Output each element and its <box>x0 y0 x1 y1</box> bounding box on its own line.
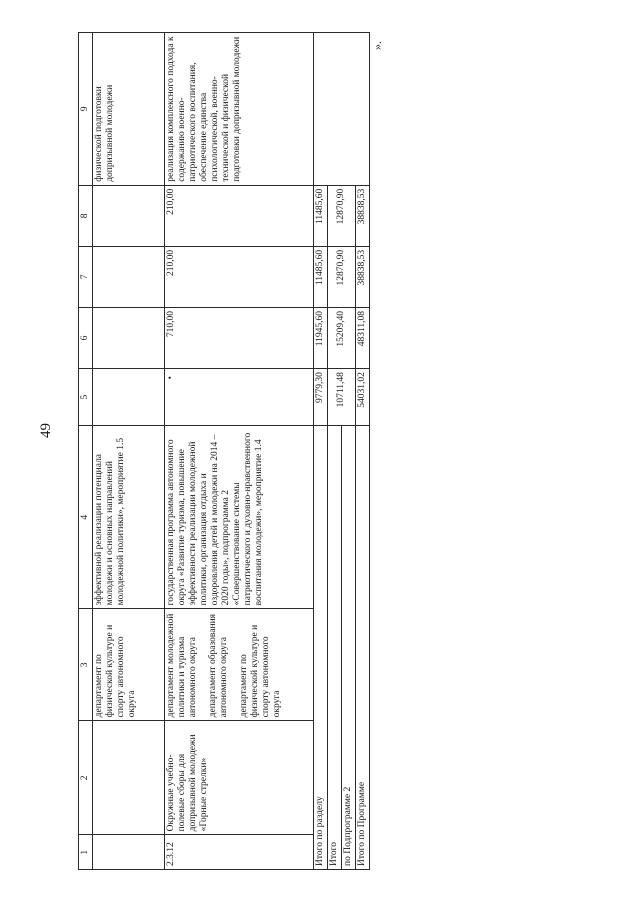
value-cell-col8: 210,00 <box>165 185 314 246</box>
column-number: 9 <box>79 33 93 186</box>
total-value: 11945,60 <box>314 307 328 368</box>
total-label: Итого по Программе <box>356 426 370 870</box>
total-value: 15209,40 <box>328 307 356 368</box>
goal-cell: реализация комплексного подхода к содержанию военно-патриотического воспитания, обеспечение единства психологической, военно-технической и физической подготовки допризывной молодежи <box>165 33 314 186</box>
total-value: 54031,02 <box>356 369 370 426</box>
empty-cell <box>314 33 370 186</box>
total-value: 38838,53 <box>356 246 370 307</box>
column-number: 2 <box>79 721 93 835</box>
closing-quote-mark: ». <box>370 41 384 50</box>
total-value: 11485,60 <box>314 185 328 246</box>
budget-table <box>78 32 370 870</box>
empty-cell <box>93 369 165 426</box>
executor-2: департамент образования автономного округа <box>208 613 230 718</box>
executor-3: департамент по физической культуре и спорту автономного округа <box>239 624 283 718</box>
value-cell-col7: 210,00 <box>165 246 314 307</box>
value-cell-col5 <box>165 369 314 426</box>
total-value: 12870,90 <box>328 185 356 246</box>
total-row-section <box>314 33 328 870</box>
event-name-cell: Окружные учебно-полевые сборы для допризывной молодежи «Горные стрелки» <box>165 721 314 835</box>
table-row-continued <box>93 33 165 870</box>
column-number-row <box>79 33 93 870</box>
program-cell: эффективной реализации потенциала молодежи и основных направлений молодежной политики», мероприятие 1.5 <box>93 426 165 609</box>
value-cell-col6: 710,00 <box>165 307 314 368</box>
page-number: 49 <box>38 423 54 438</box>
column-number: 1 <box>79 835 93 870</box>
empty-cell <box>93 835 165 870</box>
program-cell: государственная программа автономного округа «Развитие туризма, повышение эффективности реализации молодежной политики, организация отдыха и оздоровления детей и молодежи на 2014 – 2020 годы», подпрограмма 2 «Совершенствование системы патриотического и духовно-нравственного воспитания молодежи», мероприятие 1.4 <box>165 426 314 609</box>
table-row-2-3-12 <box>165 33 314 870</box>
total-label: по Подпрограмме 2 <box>342 426 356 870</box>
row-number: 2.3.12 <box>165 835 314 870</box>
executor-cell: департамент по физической культуре и спорту автономного округа <box>93 609 165 721</box>
rotated-table-container <box>78 32 370 870</box>
total-value: 10711,48 <box>328 369 356 426</box>
column-number: 5 <box>79 369 93 426</box>
column-number: 6 <box>79 307 93 368</box>
executor-1: департамент молодежной политики и туризма автономного округа <box>166 613 199 718</box>
column-number: 8 <box>79 185 93 246</box>
empty-cell <box>93 307 165 368</box>
column-number: 3 <box>79 609 93 721</box>
empty-cell <box>93 246 165 307</box>
total-value: 38838,53 <box>356 185 370 246</box>
total-label: Итого <box>328 426 342 870</box>
column-number: 7 <box>79 246 93 307</box>
total-value: 48311,08 <box>356 307 370 368</box>
total-label: Итого по разделу <box>314 426 328 870</box>
total-value: 11485,60 <box>314 246 328 307</box>
executors-cell <box>165 609 314 721</box>
empty-cell <box>93 721 165 835</box>
total-value: 9779,30 <box>314 369 328 426</box>
total-value: 12870,90 <box>328 246 356 307</box>
column-number: 4 <box>79 426 93 609</box>
empty-cell <box>93 185 165 246</box>
bullet-marker: • <box>166 376 176 380</box>
goal-cell: физической подготовки допризывной молодежи <box>93 33 165 186</box>
